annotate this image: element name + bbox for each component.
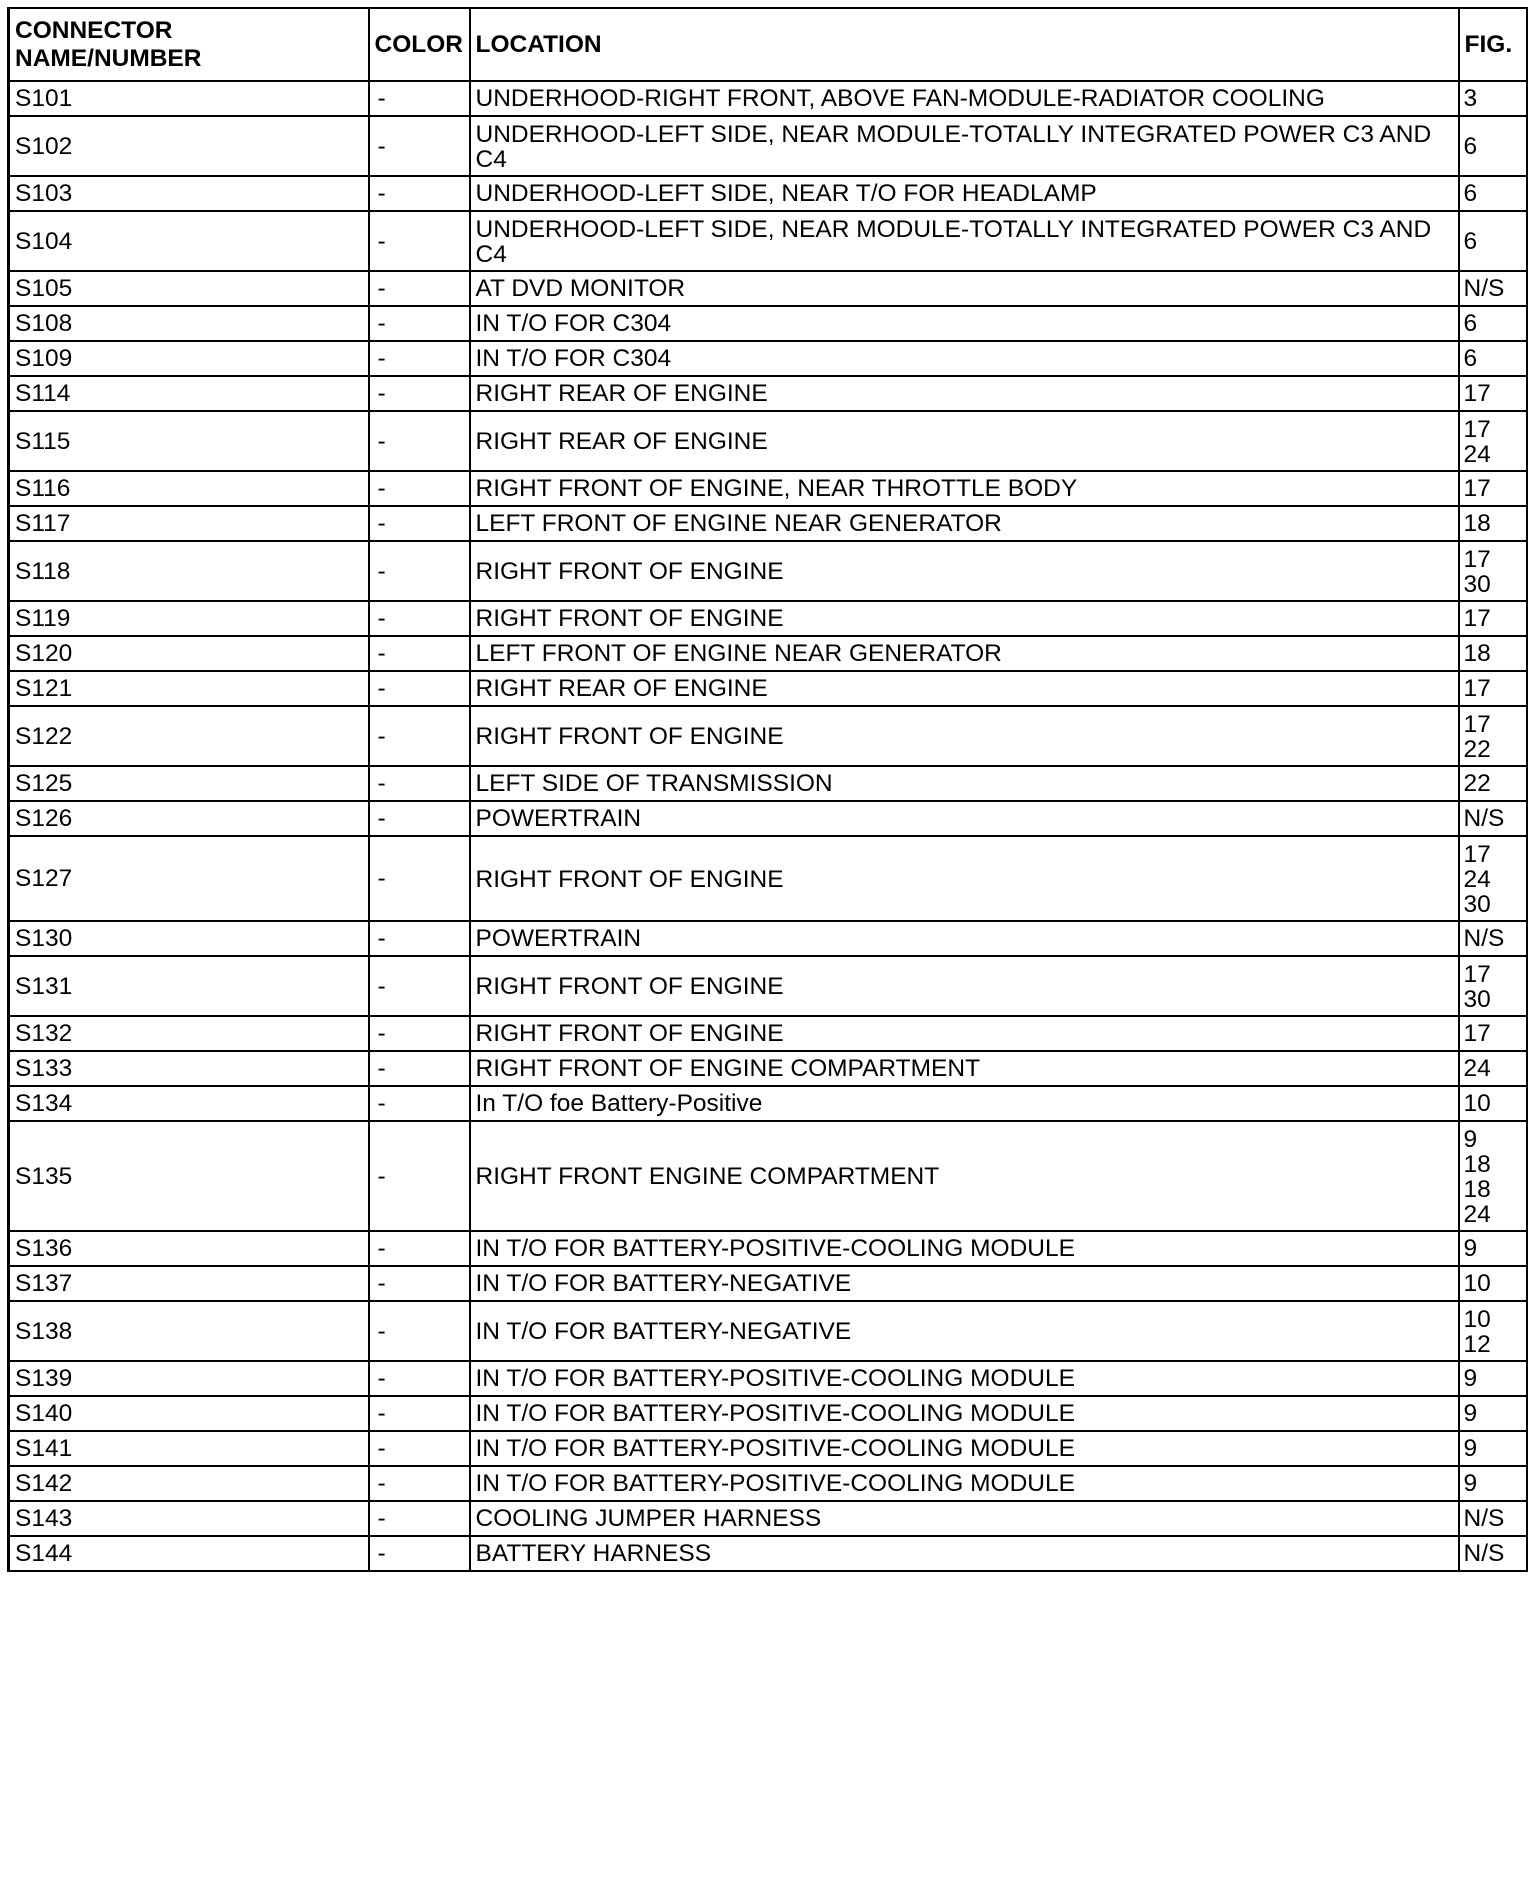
location-cell: IN T/O FOR BATTERY-NEGATIVE bbox=[470, 1301, 1459, 1361]
location-cell: RIGHT REAR OF ENGINE bbox=[470, 411, 1459, 471]
location-cell: RIGHT FRONT OF ENGINE bbox=[470, 706, 1459, 766]
fig-cell bbox=[1459, 1466, 1527, 1501]
fig-reference: 18 bbox=[1463, 1175, 1491, 1203]
fig-cell bbox=[1459, 1051, 1527, 1086]
connector-cell: S122 bbox=[9, 706, 369, 766]
fig-cell bbox=[1459, 921, 1527, 956]
fig-reference: 17 bbox=[1463, 960, 1491, 988]
location-cell: COOLING JUMPER HARNESS bbox=[470, 1501, 1459, 1536]
table-row bbox=[9, 506, 1527, 541]
connector-cell: S143 bbox=[9, 1501, 369, 1536]
color-cell: - bbox=[369, 1501, 470, 1536]
fig-reference: 9 bbox=[1463, 1365, 1478, 1392]
fig-reference: 30 bbox=[1463, 985, 1491, 1013]
table-row bbox=[9, 1051, 1527, 1086]
fig-reference: N/S bbox=[1463, 1505, 1505, 1532]
fig-reference: N/S bbox=[1463, 925, 1505, 952]
fig-cell bbox=[1459, 1361, 1527, 1396]
fig-reference: 24 bbox=[1463, 1055, 1491, 1082]
location-cell: RIGHT FRONT OF ENGINE bbox=[470, 601, 1459, 636]
fig-cell bbox=[1459, 506, 1527, 541]
connector-cell: S138 bbox=[9, 1301, 369, 1361]
color-cell: - bbox=[369, 801, 470, 836]
table-row bbox=[9, 636, 1527, 671]
connector-cell: S103 bbox=[9, 176, 369, 211]
location-cell: IN T/O FOR BATTERY-POSITIVE-COOLING MODULE bbox=[470, 1431, 1459, 1466]
table-row bbox=[9, 671, 1527, 706]
connector-cell: S137 bbox=[9, 1266, 369, 1301]
connector-cell: S139 bbox=[9, 1361, 369, 1396]
table-row bbox=[9, 176, 1527, 211]
connector-cell: S109 bbox=[9, 341, 369, 376]
color-cell: - bbox=[369, 921, 470, 956]
fig-cell bbox=[1459, 376, 1527, 411]
table-row bbox=[9, 956, 1527, 1016]
fig-reference: 6 bbox=[1463, 310, 1478, 337]
color-cell: - bbox=[369, 1086, 470, 1121]
color-cell: - bbox=[369, 271, 470, 306]
table-row bbox=[9, 766, 1527, 801]
table-row bbox=[9, 1121, 1527, 1231]
fig-reference: 30 bbox=[1463, 570, 1491, 598]
table-row bbox=[9, 211, 1527, 271]
color-cell: - bbox=[369, 211, 470, 271]
fig-cell bbox=[1459, 766, 1527, 801]
fig-cell bbox=[1459, 671, 1527, 706]
location-cell: RIGHT FRONT OF ENGINE bbox=[470, 541, 1459, 601]
header-row bbox=[9, 8, 1527, 81]
connector-cell: S125 bbox=[9, 766, 369, 801]
fig-cell bbox=[1459, 541, 1527, 601]
fig-cell bbox=[1459, 1086, 1527, 1121]
location-cell: UNDERHOOD-LEFT SIDE, NEAR MODULE-TOTALLY INTEGRATED POWER C3 AND C4 bbox=[470, 116, 1459, 176]
color-cell: - bbox=[369, 1396, 470, 1431]
table-row bbox=[9, 1466, 1527, 1501]
table-row bbox=[9, 921, 1527, 956]
fig-reference: N/S bbox=[1463, 1540, 1505, 1567]
color-cell: - bbox=[369, 1431, 470, 1466]
location-cell: IN T/O FOR C304 bbox=[470, 341, 1459, 376]
color-cell: - bbox=[369, 956, 470, 1016]
color-cell: - bbox=[369, 1016, 470, 1051]
fig-reference: N/S bbox=[1463, 805, 1505, 832]
fig-reference: 17 bbox=[1463, 545, 1491, 573]
fig-cell bbox=[1459, 601, 1527, 636]
location-cell: UNDERHOOD-LEFT SIDE, NEAR T/O FOR HEADLAMP bbox=[470, 176, 1459, 211]
connector-cell: S133 bbox=[9, 1051, 369, 1086]
color-cell: - bbox=[369, 836, 470, 921]
location-cell: IN T/O FOR BATTERY-POSITIVE-COOLING MODULE bbox=[470, 1466, 1459, 1501]
fig-cell bbox=[1459, 341, 1527, 376]
connector-cell: S116 bbox=[9, 471, 369, 506]
table-row bbox=[9, 1431, 1527, 1466]
fig-reference: 17 bbox=[1463, 710, 1491, 738]
table-row bbox=[9, 471, 1527, 506]
color-cell: - bbox=[369, 671, 470, 706]
header-color: COLOR bbox=[369, 8, 470, 81]
fig-reference: N/S bbox=[1463, 275, 1505, 302]
color-cell: - bbox=[369, 376, 470, 411]
fig-cell bbox=[1459, 1266, 1527, 1301]
location-cell: UNDERHOOD-LEFT SIDE, NEAR MODULE-TOTALLY INTEGRATED POWER C3 AND C4 bbox=[470, 211, 1459, 271]
location-cell: RIGHT FRONT ENGINE COMPARTMENT bbox=[470, 1121, 1459, 1231]
location-cell: IN T/O FOR BATTERY-POSITIVE-COOLING MODULE bbox=[470, 1396, 1459, 1431]
table-row bbox=[9, 411, 1527, 471]
connector-cell: S118 bbox=[9, 541, 369, 601]
color-cell: - bbox=[369, 1121, 470, 1231]
fig-cell bbox=[1459, 706, 1527, 766]
location-cell: POWERTRAIN bbox=[470, 801, 1459, 836]
table-row bbox=[9, 1361, 1527, 1396]
location-cell: RIGHT FRONT OF ENGINE bbox=[470, 1016, 1459, 1051]
table-row bbox=[9, 341, 1527, 376]
connector-cell: S131 bbox=[9, 956, 369, 1016]
connector-cell: S120 bbox=[9, 636, 369, 671]
fig-cell bbox=[1459, 211, 1527, 271]
connector-cell: S117 bbox=[9, 506, 369, 541]
color-cell: - bbox=[369, 541, 470, 601]
connector-cell: S140 bbox=[9, 1396, 369, 1431]
location-cell: RIGHT REAR OF ENGINE bbox=[470, 671, 1459, 706]
fig-cell bbox=[1459, 836, 1527, 921]
fig-reference: 9 bbox=[1463, 1470, 1478, 1497]
location-cell: IN T/O FOR BATTERY-NEGATIVE bbox=[470, 1266, 1459, 1301]
location-cell: BATTERY HARNESS bbox=[470, 1536, 1459, 1571]
table-row bbox=[9, 541, 1527, 601]
fig-reference: 6 bbox=[1463, 228, 1478, 255]
location-cell: RIGHT FRONT OF ENGINE bbox=[470, 836, 1459, 921]
fig-reference: 9 bbox=[1463, 1235, 1478, 1262]
table-row bbox=[9, 1266, 1527, 1301]
table-row bbox=[9, 1301, 1527, 1361]
table-row bbox=[9, 1536, 1527, 1571]
table-row bbox=[9, 376, 1527, 411]
connector-cell: S101 bbox=[9, 81, 369, 116]
fig-cell bbox=[1459, 411, 1527, 471]
fig-reference: 9 bbox=[1463, 1435, 1478, 1462]
fig-cell bbox=[1459, 1431, 1527, 1466]
color-cell: - bbox=[369, 601, 470, 636]
fig-cell bbox=[1459, 636, 1527, 671]
header-connector: CONNECTOR NAME/NUMBER bbox=[9, 8, 369, 81]
fig-reference: 18 bbox=[1463, 640, 1491, 667]
color-cell: - bbox=[369, 411, 470, 471]
connector-cell: S127 bbox=[9, 836, 369, 921]
table-row bbox=[9, 116, 1527, 176]
fig-reference: 22 bbox=[1463, 770, 1491, 797]
table-body bbox=[9, 81, 1527, 1571]
header-fig: FIG. bbox=[1459, 8, 1527, 81]
table-row bbox=[9, 801, 1527, 836]
location-cell: RIGHT FRONT OF ENGINE COMPARTMENT bbox=[470, 1051, 1459, 1086]
connector-cell: S132 bbox=[9, 1016, 369, 1051]
connector-cell: S136 bbox=[9, 1231, 369, 1266]
fig-reference: 17 bbox=[1463, 1020, 1491, 1047]
fig-reference: 24 bbox=[1463, 440, 1491, 468]
location-cell: AT DVD MONITOR bbox=[470, 271, 1459, 306]
fig-cell bbox=[1459, 176, 1527, 211]
connector-cell: S135 bbox=[9, 1121, 369, 1231]
color-cell: - bbox=[369, 636, 470, 671]
location-cell: IN T/O FOR C304 bbox=[470, 306, 1459, 341]
connector-cell: S119 bbox=[9, 601, 369, 636]
color-cell: - bbox=[369, 471, 470, 506]
fig-cell bbox=[1459, 1396, 1527, 1431]
fig-reference: 12 bbox=[1463, 1330, 1491, 1358]
color-cell: - bbox=[369, 306, 470, 341]
fig-reference: 24 bbox=[1463, 865, 1491, 893]
color-cell: - bbox=[369, 766, 470, 801]
connector-cell: S141 bbox=[9, 1431, 369, 1466]
fig-reference: 9 bbox=[1463, 1125, 1478, 1153]
fig-cell bbox=[1459, 956, 1527, 1016]
fig-cell bbox=[1459, 306, 1527, 341]
fig-reference: 3 bbox=[1463, 85, 1478, 112]
connector-cell: S144 bbox=[9, 1536, 369, 1571]
location-cell: In T/O foe Battery-Positive bbox=[470, 1086, 1459, 1121]
fig-reference: 6 bbox=[1463, 180, 1478, 207]
connector-cell: S130 bbox=[9, 921, 369, 956]
connector-cell: S115 bbox=[9, 411, 369, 471]
color-cell: - bbox=[369, 116, 470, 176]
connector-cell: S142 bbox=[9, 1466, 369, 1501]
table-row bbox=[9, 81, 1527, 116]
table-row bbox=[9, 706, 1527, 766]
fig-reference: 10 bbox=[1463, 1090, 1491, 1117]
fig-cell bbox=[1459, 81, 1527, 116]
fig-reference: 6 bbox=[1463, 345, 1478, 372]
connector-cell: S108 bbox=[9, 306, 369, 341]
color-cell: - bbox=[369, 1231, 470, 1266]
table-row bbox=[9, 1501, 1527, 1536]
fig-reference: 30 bbox=[1463, 890, 1491, 918]
color-cell: - bbox=[369, 81, 470, 116]
connector-cell: S121 bbox=[9, 671, 369, 706]
location-cell: POWERTRAIN bbox=[470, 921, 1459, 956]
connector-cell: S134 bbox=[9, 1086, 369, 1121]
color-cell: - bbox=[369, 1301, 470, 1361]
fig-cell bbox=[1459, 1016, 1527, 1051]
fig-reference: 17 bbox=[1463, 475, 1491, 502]
table-row bbox=[9, 1396, 1527, 1431]
location-cell: RIGHT FRONT OF ENGINE bbox=[470, 956, 1459, 1016]
color-cell: - bbox=[369, 1361, 470, 1396]
fig-reference: 17 bbox=[1463, 675, 1491, 702]
color-cell: - bbox=[369, 506, 470, 541]
fig-cell bbox=[1459, 1121, 1527, 1231]
location-cell: LEFT FRONT OF ENGINE NEAR GENERATOR bbox=[470, 636, 1459, 671]
fig-reference: 17 bbox=[1463, 840, 1491, 868]
table-row bbox=[9, 271, 1527, 306]
color-cell: - bbox=[369, 706, 470, 766]
location-cell: RIGHT REAR OF ENGINE bbox=[470, 376, 1459, 411]
fig-reference: 17 bbox=[1463, 605, 1491, 632]
color-cell: - bbox=[369, 1466, 470, 1501]
location-cell: UNDERHOOD-RIGHT FRONT, ABOVE FAN-MODULE-RADIATOR COOLING bbox=[470, 81, 1459, 116]
color-cell: - bbox=[369, 341, 470, 376]
connector-cell: S104 bbox=[9, 211, 369, 271]
color-cell: - bbox=[369, 1051, 470, 1086]
color-cell: - bbox=[369, 1266, 470, 1301]
location-cell: IN T/O FOR BATTERY-POSITIVE-COOLING MODULE bbox=[470, 1231, 1459, 1266]
fig-reference: 18 bbox=[1463, 1150, 1491, 1178]
connector-location-table bbox=[7, 7, 1528, 1572]
color-cell: - bbox=[369, 1536, 470, 1571]
connector-cell: S126 bbox=[9, 801, 369, 836]
connector-cell: S114 bbox=[9, 376, 369, 411]
fig-cell bbox=[1459, 471, 1527, 506]
fig-reference: 22 bbox=[1463, 735, 1491, 763]
connector-cell: S102 bbox=[9, 116, 369, 176]
fig-reference: 17 bbox=[1463, 380, 1491, 407]
table-row bbox=[9, 1231, 1527, 1266]
fig-reference: 6 bbox=[1463, 133, 1478, 160]
fig-cell bbox=[1459, 116, 1527, 176]
table-row bbox=[9, 601, 1527, 636]
fig-cell bbox=[1459, 271, 1527, 306]
table-row bbox=[9, 1086, 1527, 1121]
fig-cell bbox=[1459, 801, 1527, 836]
fig-cell bbox=[1459, 1536, 1527, 1571]
location-cell: RIGHT FRONT OF ENGINE, NEAR THROTTLE BODY bbox=[470, 471, 1459, 506]
fig-reference: 10 bbox=[1463, 1270, 1491, 1297]
fig-cell bbox=[1459, 1501, 1527, 1536]
location-cell: LEFT SIDE OF TRANSMISSION bbox=[470, 766, 1459, 801]
connector-cell: S105 bbox=[9, 271, 369, 306]
fig-reference: 24 bbox=[1463, 1200, 1491, 1228]
fig-reference: 17 bbox=[1463, 415, 1491, 443]
fig-cell bbox=[1459, 1301, 1527, 1361]
fig-reference: 9 bbox=[1463, 1400, 1478, 1427]
fig-cell bbox=[1459, 1231, 1527, 1266]
fig-reference: 10 bbox=[1463, 1305, 1491, 1333]
location-cell: LEFT FRONT OF ENGINE NEAR GENERATOR bbox=[470, 506, 1459, 541]
header-location: LOCATION bbox=[470, 8, 1459, 81]
location-cell: IN T/O FOR BATTERY-POSITIVE-COOLING MODULE bbox=[470, 1361, 1459, 1396]
fig-reference: 18 bbox=[1463, 510, 1491, 537]
color-cell: - bbox=[369, 176, 470, 211]
table-row bbox=[9, 836, 1527, 921]
table-row bbox=[9, 306, 1527, 341]
table-row bbox=[9, 1016, 1527, 1051]
